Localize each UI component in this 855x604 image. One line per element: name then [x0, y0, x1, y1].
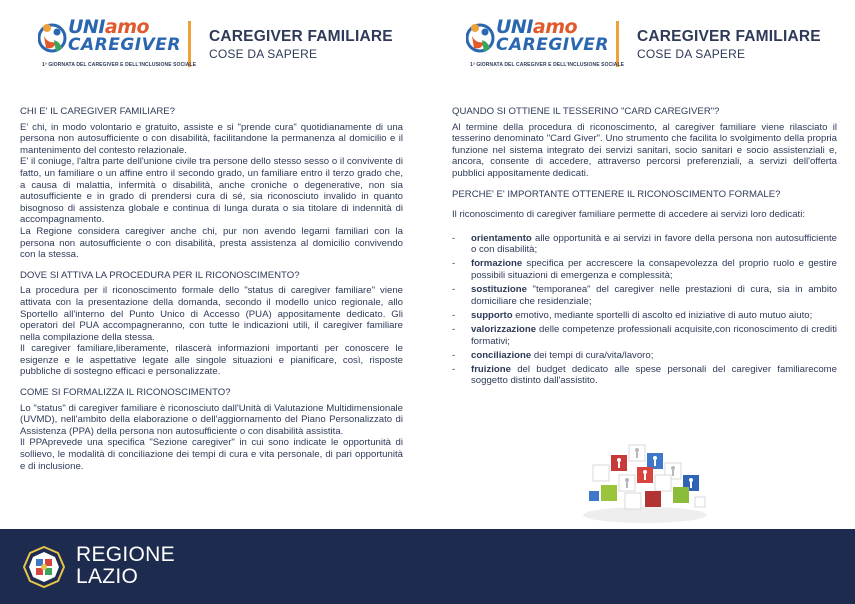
section-how-formalize	[20, 387, 403, 472]
list-item: - valorizzazione delle competenze professionali acquisite,con riconoscimento di crediti formativi;	[452, 324, 837, 347]
list-item: - conciliazione dei tempi di cura/vita/lavoro;	[452, 350, 837, 362]
header-divider	[188, 21, 191, 67]
header-title: CAREGIVER FAMILIARE	[209, 27, 393, 45]
logo-wordmark: UNIamo CAREGIVER	[496, 16, 609, 55]
logo-subtitle: 1ª GIORNATA DEL CAREGIVER E DELL'INCLUSIONE SOCIALE	[470, 62, 625, 68]
left-column	[20, 106, 403, 481]
uniamo-caregiver-logo	[38, 16, 197, 72]
list-item: - orientamento alle opportunità e ai servizi in favore della persona non autosufficiente o con disabilità;	[452, 233, 837, 256]
section-why-important	[452, 189, 837, 387]
header-titles	[637, 27, 821, 62]
logo-wordmark: UNIamo CAREGIVER	[68, 16, 181, 55]
paragraph: La Regione considera caregiver anche chi, pur non avendo legami familiari con la persona non autosufficiente o con disabilità, presta assistenza al domicilio convivendo con la stessa.	[20, 225, 403, 261]
header-left	[38, 14, 393, 74]
region-wordmark: REGIONE LAZIO	[76, 543, 175, 588]
right-column	[452, 106, 837, 396]
services-list	[452, 233, 837, 387]
section-who-is-caregiver	[20, 106, 403, 261]
paragraph: E' chi, in modo volontario e gratuito, assiste e si "prende cura" quotidianamente di una persona non autosufficiente o con disabilità, facilitandone la permanenza al domicilio e il mantenimento del contesto relazionale.	[20, 121, 403, 156]
paragraph: Il caregiver familiare,liberamente, rilascerà informazioni importanti per conoscere le esigenze e le aspettative legate alle singole situazioni e pianificare, così, risposte pubbliche di sostegno efficaci e personalizzate.	[20, 343, 403, 378]
section-title: PERCHE' E' IMPORTANTE OTTENERE IL RICONOSCIMENTO FORMALE?	[452, 188, 781, 200]
section-title: COME SI FORMALIZZA IL RICONOSCIMENTO?	[20, 387, 231, 399]
paragraph: Il riconoscimento di caregiver familiare permette di accedere ai servizi loro dedicati:	[452, 209, 805, 221]
header-title: CAREGIVER FAMILIARE	[637, 27, 821, 45]
list-item: - sostituzione "temporanea" del caregiver nelle prestazioni di cura, sia in ambito domiciliare che residenziale;	[452, 284, 837, 307]
header-subtitle: COSE DA SAPERE	[209, 46, 318, 61]
header-titles	[209, 27, 393, 62]
paragraph: Il PPAprevede una specifica "Sezione caregiver" in cui sono indicate le opportunità di sollievo, le modalità di conciliazione dei tempi di cura e vita personale, di pari opportunità e di inclusione.	[20, 437, 403, 472]
header-subtitle: COSE DA SAPERE	[637, 46, 746, 61]
list-item: - formazione specifica per accrescere la consapevolezza del proprio ruolo e gestire possibili situazioni di emergenza e complessità;	[452, 258, 837, 281]
section-title: DOVE SI ATTIVA LA PROCEDURA PER IL RICONOSCIMENTO?	[20, 269, 300, 281]
caregiver-heart-logo-icon	[466, 18, 496, 58]
footer-bar	[0, 529, 855, 604]
logo-subtitle: 1ª GIORNATA DEL CAREGIVER E DELL'INCLUSIONE SOCIALE	[42, 62, 197, 68]
paragraph: Al termine della procedura di riconoscimento, al caregiver familiare viene rilasciato il tesserino denominato "Card Giver". Uno strumento che facilita lo svolgimento della propria funzione nel sistema integrato dei servizi sanitari, socio sanitari e socio assistenziali e, ancora, consente di accedere, attraverso percorsi preferenziali, a servizi dell'offerta pubblici appositamente dedicati.	[452, 121, 837, 179]
paragraph: Lo "status" di caregiver familiare è riconosciuto dall'Unità di Valutazione Multidimensionale (UVMD), nell'ambito della elaborazione o dell'aggiornamento del Piano Personalizzato di Assistenza (PPA) della persona non autosufficiente o con disabilità assistita.	[20, 402, 403, 437]
list-item: - supporto emotivo, mediante sportelli di ascolto ed iniziative di auto mutuo aiuto;	[452, 310, 837, 322]
header-divider	[616, 21, 619, 67]
list-item: - fruizione del budget dedicato alle spese personali del caregiver familiarecome soggetto distinto dall'assistito.	[452, 364, 837, 387]
caregiver-heart-logo-icon	[38, 18, 68, 58]
paragraph: E' il coniuge, l'altra parte dell'unione civile tra persone dello stesso sesso o il convivente di fatto, un familiare o un affine entro il secondo grado, un familiare entro il terzo grado che, a causa di malattia, infermità o disabilità, anche croniche o degenerative, non sia autosufficiente e in grado di prendersi cura di sé, sia riconosciuto invalido in quanto bisognoso di assistenza globale e continua di lunga durata o sia titolare di indennità di accompagnamento.	[20, 156, 403, 226]
regione-lazio-crest-icon	[22, 545, 66, 589]
section-title: QUANDO SI OTTIENE IL TESSERINO "CARD CAREGIVER"?	[452, 106, 720, 117]
section-title: CHI E' IL CAREGIVER FAMILIARE?	[20, 106, 176, 117]
uniamo-caregiver-logo	[466, 16, 625, 72]
accessibility-cubes-illustration-icon	[575, 435, 715, 525]
section-where-procedure	[20, 270, 403, 378]
section-card-caregiver	[452, 106, 837, 180]
paragraph: La procedura per il riconoscimento formale dello "status di caregiver familiare" viene attivata con la presentazione della domanda, secondo il modello unico regionale, allo Sportello all'interno del Punto Unico di Accesso (PUA) appositamente dedicato. Gli operatori del PUA accompagneranno, con tutte le indicazioni utili, il caregiver familiare nella compilazione della stessa.	[20, 285, 403, 343]
header-right	[466, 14, 821, 74]
